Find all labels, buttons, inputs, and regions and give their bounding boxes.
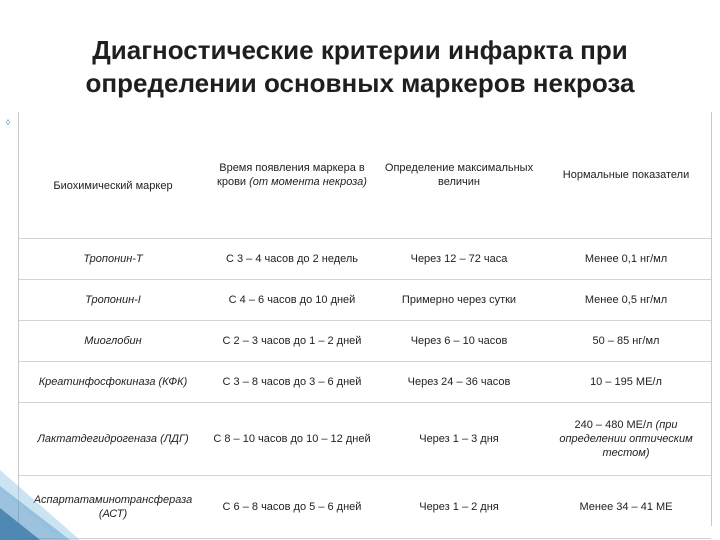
cell-normal: Менее 34 – 41 МЕ — [541, 476, 711, 539]
cell-normal: Менее 0,1 нг/мл — [541, 239, 711, 280]
criteria-table — [19, 112, 711, 539]
cell-appearance: С 8 – 10 часов до 10 – 12 дней — [207, 403, 377, 476]
header-marker: Биохимический маркер — [19, 112, 207, 239]
cell-appearance: С 3 – 4 часов до 2 недель — [207, 239, 377, 280]
header-appearance-note: (от момента некроза) — [249, 176, 367, 188]
cell-marker: Лактатдегидрогеназа (ЛДГ) — [19, 403, 207, 476]
cell-normal-note: (при определении оптическим тестом) — [559, 419, 693, 459]
table-row — [19, 476, 711, 539]
cell-appearance: С 6 – 8 часов до 5 – 6 дней — [207, 476, 377, 539]
corner-decoration — [0, 450, 90, 540]
table-header-row — [19, 112, 711, 239]
header-peak: Определение максимальных величин — [377, 112, 541, 239]
cell-peak: Через 6 – 10 часов — [377, 321, 541, 362]
cell-normal: Менее 0,5 нг/мл — [541, 280, 711, 321]
title-line-2: определении основных маркеров некроза — [85, 68, 635, 98]
cell-peak: Через 12 – 72 часа — [377, 239, 541, 280]
header-appearance — [207, 112, 377, 239]
cell-marker: Креатинфосфокиназа (КФК) — [19, 362, 207, 403]
table-row — [19, 321, 711, 362]
header-normal: Нормальные показатели — [541, 112, 711, 239]
table-row — [19, 239, 711, 280]
cell-appearance: С 2 – 3 часов до 1 – 2 дней — [207, 321, 377, 362]
cell-normal — [541, 403, 711, 476]
cell-marker: Миоглобин — [19, 321, 207, 362]
cell-appearance: С 3 – 8 часов до 3 – 6 дней — [207, 362, 377, 403]
table-row — [19, 403, 711, 476]
cell-marker: Тропонин-Т — [19, 239, 207, 280]
table-row — [19, 362, 711, 403]
cell-peak: Примерно через сутки — [377, 280, 541, 321]
title-line-1: Диагностические критерии инфаркта при — [92, 35, 628, 65]
page-title — [0, 34, 720, 100]
cell-normal: 10 – 195 МЕ/л — [541, 362, 711, 403]
criteria-table-container — [18, 112, 712, 526]
bullet-icon: ◊ — [6, 118, 10, 127]
cell-normal-value: 240 – 480 МЕ/л — [574, 419, 653, 431]
cell-peak: Через 1 – 3 дня — [377, 403, 541, 476]
header-appearance-main: Время появления маркера в крови — [217, 162, 365, 188]
table-row — [19, 280, 711, 321]
cell-marker: Аспартатаминотрансфераза (АСТ) — [19, 476, 207, 539]
cell-peak: Через 24 – 36 часов — [377, 362, 541, 403]
cell-normal: 50 – 85 нг/мл — [541, 321, 711, 362]
cell-peak: Через 1 – 2 дня — [377, 476, 541, 539]
cell-appearance: С 4 – 6 часов до 10 дней — [207, 280, 377, 321]
cell-marker: Тропонин-I — [19, 280, 207, 321]
